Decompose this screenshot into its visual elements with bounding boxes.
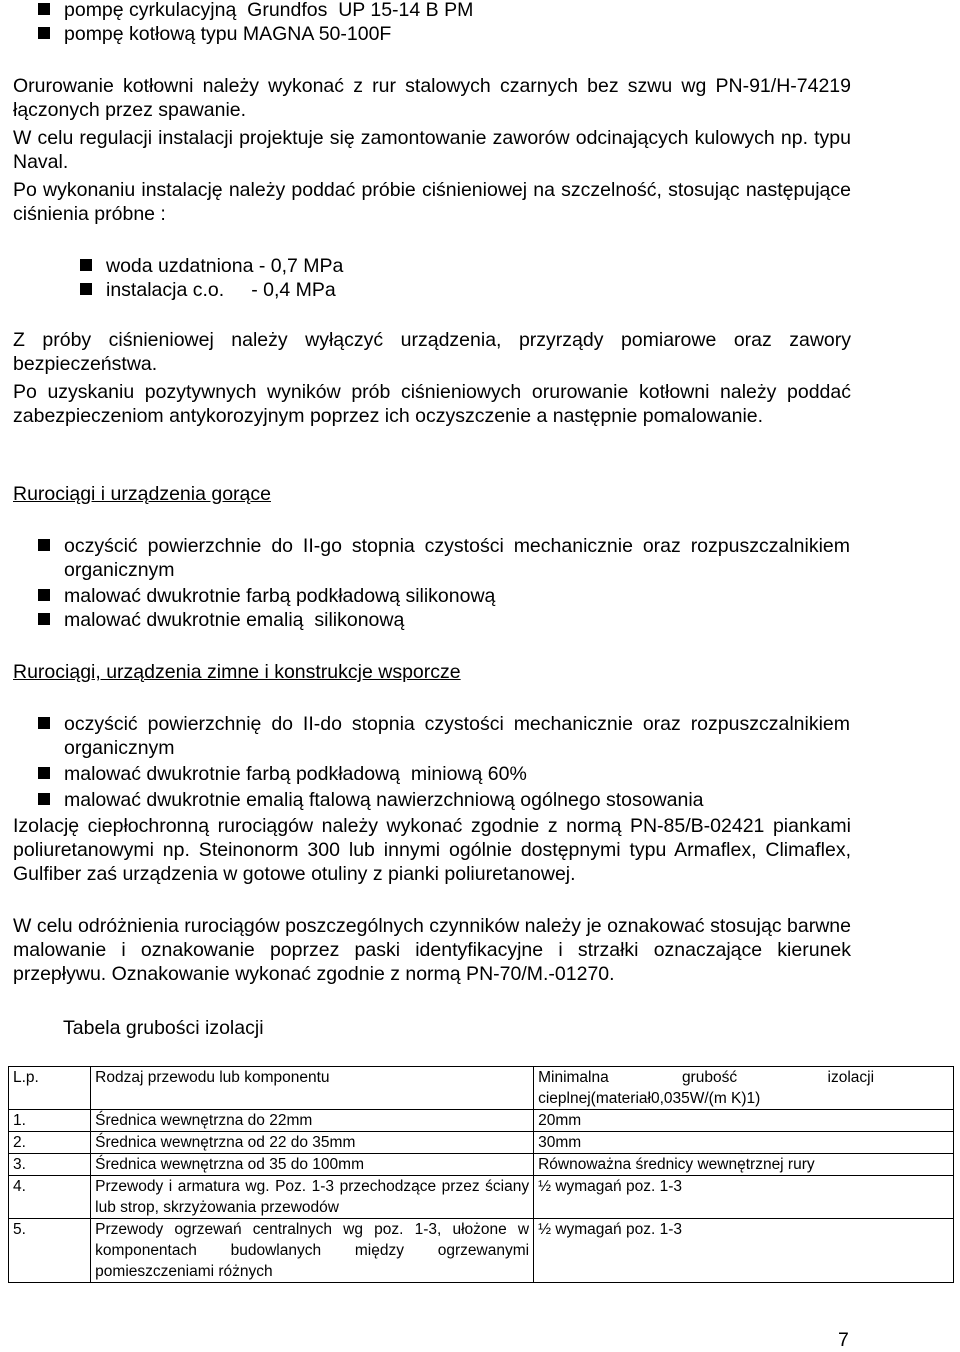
- section-heading: Rurociągi, urządzenia zimne i konstrukcje wsporcze: [13, 661, 461, 683]
- list-item: [38, 0, 850, 22]
- bullet-square-icon: [38, 3, 50, 15]
- header-type: Rodzaj przewodu lub komponentu: [91, 1067, 534, 1110]
- paragraph: Z próby ciśnieniowej należy wyłączyć urządzenia, przyrządy pomiarowe oraz zawory bezpieczeństwa.: [13, 329, 851, 375]
- bullet-square-icon: [38, 793, 50, 805]
- list-item-text: malować dwukrotnie emalią silikonową: [64, 609, 405, 631]
- header-thickness-line2: cieplnej(materiał0,035W/(m K)1): [538, 1090, 761, 1107]
- cell-type: Średnica wewnętrzna od 22 do 35mm: [91, 1132, 534, 1154]
- paragraph: Po wykonaniu instalację należy poddać próbie ciśnieniowej na szczelność, stosując następujące ciśnienia próbne :: [13, 179, 851, 225]
- list-item: [38, 22, 850, 46]
- paragraph: Po uzyskaniu pozytywnych wyników prób ciśnieniowych orurowanie kotłowni należy poddać zabezpieczeniom antykorozyjnym poprzez ich oczyszczenie a następnie pomalowanie.: [13, 381, 851, 427]
- table-row: [9, 1110, 954, 1132]
- table-row: [9, 1176, 954, 1219]
- bullet-square-icon: [38, 589, 50, 601]
- list-item-text: oczyścić powierzchnię do II-do stopnia czystości mechanicznie oraz rozpuszczalnikiem organicznym: [64, 713, 850, 759]
- insulation-table: [8, 1066, 954, 1283]
- bullet-square-icon: [38, 539, 50, 551]
- list-item: [38, 584, 850, 608]
- bullet-square-icon: [80, 259, 92, 271]
- cell-lp: 1.: [9, 1110, 91, 1132]
- bullet-square-icon: [38, 27, 50, 39]
- list-item: [38, 712, 850, 760]
- cell-thickness: ½ wymagań poz. 1-3: [534, 1219, 954, 1283]
- cell-lp: 3.: [9, 1154, 91, 1176]
- bullet-square-icon: [38, 717, 50, 729]
- list-item-text: malować dwukrotnie farbą podkładową silikonową: [64, 585, 496, 607]
- paragraph: W celu regulacji instalacji projektuje się zamontowanie zaworów odcinających kulowych np. typu Naval.: [13, 127, 851, 173]
- cell-type: Przewody ogrzewań centralnych wg poz. 1-3, ułożone w komponentach budowlanych między ogrzewanymi pomieszczeniami różnych: [91, 1219, 534, 1283]
- bullet-square-icon: [38, 613, 50, 625]
- section-heading: Rurociągi i urządzenia gorące: [13, 483, 271, 505]
- cell-thickness: ½ wymagań poz. 1-3: [534, 1176, 954, 1219]
- table-row: [9, 1219, 954, 1283]
- list-item: [38, 762, 850, 786]
- list-item-text: woda uzdatniona - 0,7 MPa: [106, 255, 344, 277]
- header-thickness: [534, 1067, 954, 1110]
- header-thickness-line1: Minimalna grubość izolacji: [538, 1069, 875, 1086]
- table-row: [9, 1132, 954, 1154]
- cell-thickness: Równoważna średnicy wewnętrznej rury: [534, 1154, 954, 1176]
- list-item-text: pompę cyrkulacyjną Grundfos UP 15-14 B PM: [64, 0, 474, 21]
- bullet-square-icon: [80, 283, 92, 295]
- paragraph: Orurowanie kotłowni należy wykonać z rur stalowych czarnych bez szwu wg PN-91/H-74219 łączonych przez spawanie.: [13, 75, 851, 121]
- cell-lp: 5.: [9, 1219, 91, 1283]
- cell-type: Średnica wewnętrzna od 35 do 100mm: [91, 1154, 534, 1176]
- paragraph: Izolację ciepłochronną rurociągów należy wykonać zgodnie z normą PN-85/B-02421 piankami poliuretanowymi np. Steinonorm 300 lub innymi ogólnie dostępnymi typu Armaflex, Climaflex, Gulfiber zaś urządzenia w gotowe otuliny z pianki poliuretanowej.: [13, 815, 851, 885]
- list-item: [80, 278, 480, 302]
- cell-lp: 2.: [9, 1132, 91, 1154]
- table-row: [9, 1154, 954, 1176]
- list-item-text: pompę kotłową typu MAGNA 50-100F: [64, 23, 392, 45]
- bullet-square-icon: [38, 767, 50, 779]
- cell-type: Średnica wewnętrzna do 22mm: [91, 1110, 534, 1132]
- cell-type: Przewody i armatura wg. Poz. 1-3 przechodzące przez ściany lub strop, skrzyżowania przewodów: [91, 1176, 534, 1219]
- page-number: 7: [838, 1329, 849, 1351]
- cell-lp: 4.: [9, 1176, 91, 1219]
- list-item-text: malować dwukrotnie emalią ftalową nawierzchniową ogólnego stosowania: [64, 789, 704, 811]
- list-item: [38, 608, 850, 632]
- table-title: Tabela grubości izolacji: [63, 1017, 264, 1039]
- table-header-row: [9, 1067, 954, 1110]
- list-item-text: oczyścić powierzchnie do II-go stopnia czystości mechanicznie oraz rozpuszczalnikiem organicznym: [64, 535, 850, 581]
- list-item: [38, 788, 850, 812]
- list-item-text: malować dwukrotnie farbą podkładową miniową 60%: [64, 763, 527, 785]
- list-item-text: instalacja c.o. - 0,4 MPa: [106, 279, 336, 301]
- paragraph: W celu odróżnienia rurociągów poszczególnych czynników należy je oznakować stosując barwne malowanie i oznakowanie poprzez paski identyfikacyjne i strzałki oznaczające kierunek przepływu. Oznakowanie wykonać zgodnie z normą PN-70/M.-01270.: [13, 915, 851, 985]
- header-lp: L.p.: [9, 1067, 91, 1110]
- cell-thickness: 30mm: [534, 1132, 954, 1154]
- list-item: [38, 534, 850, 582]
- list-item: [80, 254, 480, 278]
- cell-thickness: 20mm: [534, 1110, 954, 1132]
